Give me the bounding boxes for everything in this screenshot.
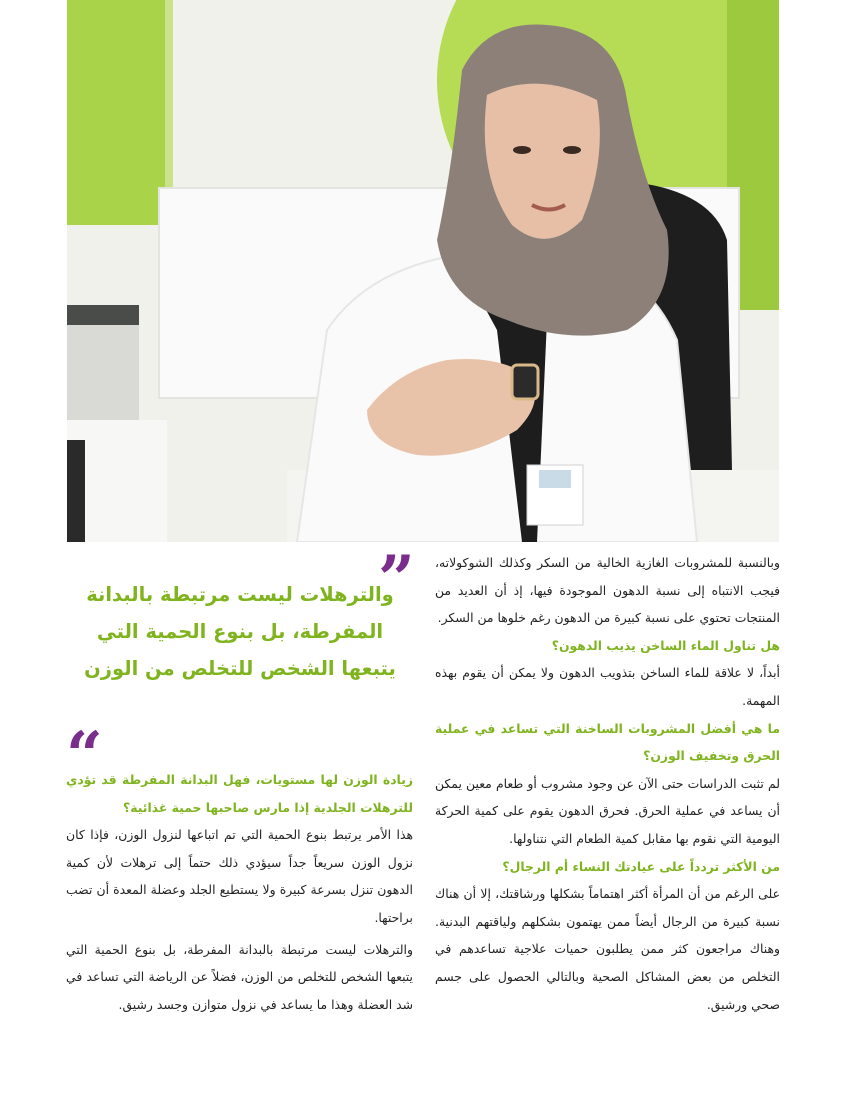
quote-close-mark: “ bbox=[66, 718, 103, 793]
paragraph-sagging-diet: والترهلات ليست مرتبطة بالبدانة المفرطة، بل بنوع الحمية التي يتبعها الشخص للتخلص من الوزن، فضلاً عن الرياضة التي تساعد في شد العضلة وهذا ما يساعد في نزول متوازن وجسد رشيق. bbox=[66, 941, 413, 1012]
answer-hot-water: أبداً، لا علاقة للماء الساخن بتذويب الدهون ولا يمكن أن يقوم بهذه المهمة. bbox=[435, 665, 780, 708]
question-hot-water: هل تناول الماء الساخن يذيب الدهون؟ bbox=[551, 637, 780, 653]
right-text-column bbox=[435, 549, 780, 1018]
photo-illustration bbox=[67, 0, 779, 542]
interview-photo bbox=[67, 0, 779, 542]
quote-open-mark: ” bbox=[378, 542, 415, 617]
left-text-column bbox=[66, 766, 413, 1018]
answer-hot-drinks: لم تثبت الدراسات حتى الآن عن وجود مشروب أو طعام معين يمكن أن يساعد في عملية الحرق. فحرق الدهون يقوم على كمية الحركة اليومية التي نقوم بها مقابل كمية الطعام التي نتناولها. bbox=[435, 775, 780, 846]
answer-women-men: على الرغم من أن المرأة أكثر اهتماماً بشكلها ورشاقتك، إلا أن هناك نسبة كبيرة من الرجال أيضاً ممن يهتمون بشكلهم ولياقتهم البدنية. وهناك مراجعون كثر ممن يطلبون حميات علاجية تساعدهم في التخلص من بعض المشاكل الصحية وبالتالي الحصول على جسم صحي ورشيق. bbox=[435, 886, 780, 1012]
question-obesity-sagging: زيادة الوزن لها مستويات، فهل البدانة المفرطة قد تؤدي للترهلات الجلدية إذا مارس صاحبها حمية غذائية؟ bbox=[66, 772, 413, 815]
pull-quote: والترهلات ليست مرتبطة بالبدانة المفرطة، بل بنوع الحمية التي يتبعها الشخص للتخلص من الوزن bbox=[84, 583, 396, 680]
question-women-men: من الأكثر تردداً على عيادتك النساء أم الرجال؟ bbox=[502, 858, 780, 874]
paragraph-drinks: وبالنسبة للمشروبات الغازية الخالية من السكر وكذلك الشوكولاته، فيجب الانتباه إلى نسبة الدهون الموجودة فيها، إذ أن العديد من المنتجات تحتوي على نسبة كبيرة من الدهون رغم خلوها من السكر. bbox=[435, 555, 780, 626]
answer-obesity-sagging: هذا الأمر يرتبط بنوع الحمية التي تم اتباعها لنزول الوزن، فإذا كان نزول الوزن سريعاً جداً سيؤدي ذلك حتماً إلى ترهلات لأن كمية الدهون تنزل بسرعة كبيرة ولا يستطيع الجلد وعضلة المعدة أن تضب براحتها. bbox=[66, 827, 413, 925]
question-hot-drinks: ما هي أفضل المشروبات الساخنة التي تساعد في عملية الحرق وتخفيف الوزن؟ bbox=[435, 720, 780, 764]
